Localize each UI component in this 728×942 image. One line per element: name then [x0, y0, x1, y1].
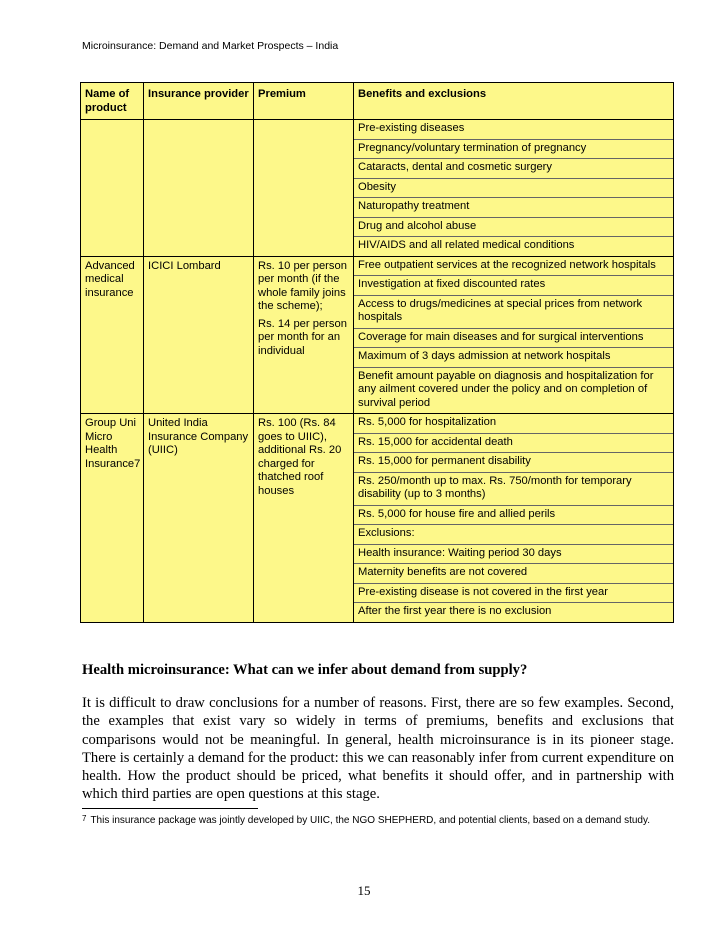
benefit-item: Pre-existing diseases [354, 120, 673, 140]
header-insurance-provider: Insurance provider [144, 83, 254, 120]
benefits-cell [354, 256, 674, 414]
page-number: 15 [357, 883, 371, 898]
benefit-item: Rs. 15,000 for permanent disability [354, 453, 673, 473]
benefits-cell [354, 120, 674, 257]
benefit-item: Benefit amount payable on diagnosis and hospitalization for any ailment covered under the policy and on completion of survival period [358, 369, 654, 409]
benefit-item: Health insurance: Waiting period 30 days [354, 545, 673, 565]
benefit-item: Maximum of 3 days admission at network hospitals [354, 348, 673, 368]
benefit-item: Rs. 15,000 for accidental death [354, 434, 673, 454]
header-premium: Premium [254, 83, 354, 120]
footnote-marker: 7 [82, 814, 87, 823]
footnote-text: This insurance package was jointly developed by UIIC, the NGO SHEPHERD, and potential clients, based on a demand study. [90, 815, 651, 826]
premium-text: Rs. 14 per person per month for an individual [258, 317, 347, 357]
benefit-item: Pregnancy/voluntary termination of pregnancy [354, 140, 673, 160]
benefit-item: Investigation at fixed discounted rates [354, 276, 673, 296]
body-paragraph: It is difficult to draw conclusions for a number of reasons. First, there are so few examples. Second, the examples that exist vary so widely in terms of premiums, benefits and exclusions that comparisons would not be meaningful. In general, health microinsurance is in its pioneer stage. There is certainly a demand for the product: this we can reasonably infer from current expenditure on health. How the product should be priced, what benefits it should offer, and in partnership with which third parties are open questions at this stage. [82, 695, 674, 803]
insurance-products-table [80, 82, 674, 623]
benefit-item: Exclusions: [354, 525, 673, 545]
benefit-item: Obesity [354, 179, 673, 199]
table-header-row [81, 83, 674, 120]
premium-text: Rs. 10 per person per month (if the whole family joins the scheme); [258, 259, 347, 312]
product-name-cell: Group Uni Micro Health Insurance7 [81, 414, 144, 623]
provider-cell: United India Insurance Company (UIIC) [144, 414, 254, 623]
provider-cell: ICICI Lombard [144, 256, 254, 414]
benefit-item: Access to drugs/medicines at special prices from network hospitals [354, 296, 673, 329]
benefit-item: Maternity benefits are not covered [354, 564, 673, 584]
table-row [81, 120, 674, 257]
product-name-cell: Advanced medical insurance [81, 256, 144, 414]
provider-cell [144, 120, 254, 257]
premium-cell [254, 256, 354, 414]
table-row [81, 414, 674, 623]
benefit-item: Naturopathy treatment [354, 198, 673, 218]
footnote [82, 813, 674, 829]
benefit-item: Rs. 5,000 for hospitalization [354, 414, 673, 434]
benefit-item: Pre-existing disease is not covered in the first year [354, 584, 673, 604]
premium-text: Rs. 100 (Rs. 84 goes to UIIC), additional Rs. 20 charged for thatched roof houses [258, 417, 342, 497]
benefit-item: Cataracts, dental and cosmetic surgery [354, 159, 673, 179]
header-benefits-exclusions: Benefits and exclusions [354, 83, 674, 120]
product-name-cell [81, 120, 144, 257]
benefit-item: Drug and alcohol abuse [354, 218, 673, 238]
premium-cell [254, 120, 354, 257]
benefit-item: Rs. 5,000 for house fire and allied perils [354, 506, 673, 526]
running-header: Microinsurance: Demand and Market Prospects – India [82, 40, 339, 52]
benefit-item: HIV/AIDS and all related medical conditions [358, 239, 575, 251]
section-heading: Health microinsurance: What can we infer about demand from supply? [82, 662, 528, 678]
benefit-item: After the first year there is no exclusion [358, 605, 552, 617]
footnote-rule [82, 808, 258, 809]
table-row [81, 256, 674, 414]
benefit-item: Coverage for main diseases and for surgical interventions [354, 329, 673, 349]
header-name-of-product: Name of product [81, 83, 144, 120]
benefit-item: Free outpatient services at the recognized network hospitals [354, 257, 673, 277]
benefit-item: Rs. 250/month up to max. Rs. 750/month for temporary disability (up to 3 months) [354, 473, 673, 506]
benefits-cell [354, 414, 674, 623]
premium-cell [254, 414, 354, 623]
